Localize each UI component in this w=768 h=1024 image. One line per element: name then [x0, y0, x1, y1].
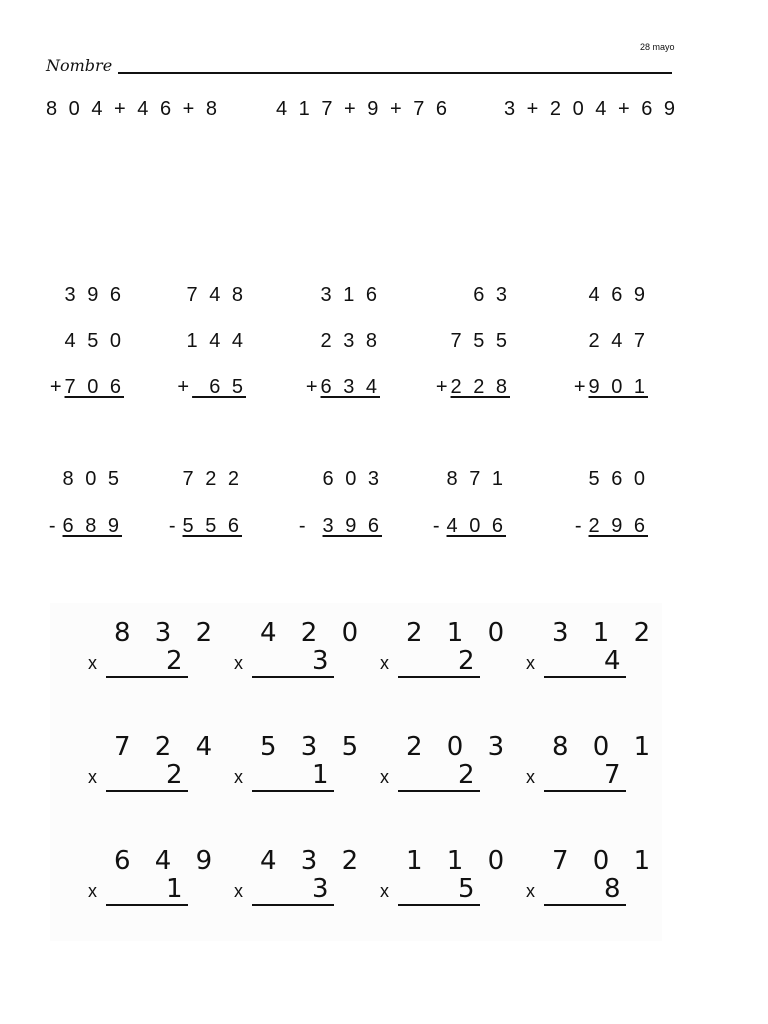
subtraction-1-top: 8 0 5: [62, 468, 122, 490]
multiplication-3-4-top: 7 0 1: [552, 846, 659, 876]
addition-2-middle: 1 4 4: [186, 330, 246, 352]
horizontal-sum-2: 4 1 7 + 9 + 7 6: [276, 98, 450, 120]
addition-3-middle: 2 3 8: [320, 330, 380, 352]
multiplier-digit: 4: [604, 646, 621, 676]
times-sign: x: [88, 767, 97, 787]
times-sign: x: [234, 767, 243, 787]
subtrahend-underlined: 5 5 6: [182, 515, 242, 537]
addition-4-middle: 7 5 5: [450, 330, 510, 352]
times-sign: x: [234, 653, 243, 673]
multiplication-1-2-top: 4 2 0: [260, 618, 367, 648]
multiplier-digit: 1: [312, 760, 329, 790]
times-sign: x: [526, 653, 535, 673]
multiplication-1-3-top: 2 1 0: [406, 618, 513, 648]
multiplication-2-3-top: 2 0 3: [406, 732, 513, 762]
addition-5-top: 4 6 9: [588, 284, 648, 306]
answer-line[interactable]: [252, 904, 334, 906]
subtraction-4-top: 8 7 1: [446, 468, 506, 490]
multiplier-digit: 7: [604, 760, 621, 790]
addend-underlined: 7 0 6: [64, 376, 124, 398]
answer-line[interactable]: [544, 676, 626, 678]
minus-sign: -: [48, 515, 59, 537]
answer-line[interactable]: [252, 790, 334, 792]
answer-line[interactable]: [106, 904, 188, 906]
times-sign: x: [88, 881, 97, 901]
multiplier-digit: 2: [458, 760, 475, 790]
subtraction-5-top: 5 6 0: [588, 468, 648, 490]
answer-line[interactable]: [544, 904, 626, 906]
addition-1-top: 3 9 6: [64, 284, 124, 306]
multiplication-2-2-top: 5 3 5: [260, 732, 367, 762]
answer-line[interactable]: [106, 676, 188, 678]
multiplier-digit: 1: [166, 874, 183, 904]
addition-3-top: 3 1 6: [320, 284, 380, 306]
multiplication-1-1-top: 8 3 2: [114, 618, 221, 648]
subtraction-4-bottom: [366, 515, 506, 538]
subtrahend-underlined: 4 0 6: [446, 515, 506, 537]
addition-2-top: 7 4 8: [186, 284, 246, 306]
plus-sign: +: [177, 376, 193, 398]
addend-underlined: 6 3 4: [320, 376, 380, 398]
multiplication-panel: [50, 603, 662, 941]
answer-line[interactable]: [252, 676, 334, 678]
times-sign: x: [380, 881, 389, 901]
addend-underlined: 2 2 8: [450, 376, 510, 398]
addend-underlined: 6 5: [192, 376, 246, 398]
minus-sign: -: [432, 515, 443, 537]
multiplier-digit: 2: [166, 760, 183, 790]
multiplier-digit: 2: [458, 646, 475, 676]
multiplication-2-1-top: 7 2 4: [114, 732, 221, 762]
multiplication-3-1-top: 6 4 9: [114, 846, 221, 876]
times-sign: x: [526, 881, 535, 901]
addition-5-bottom: [548, 376, 648, 399]
addition-4-top: 6 3: [473, 284, 510, 306]
multiplication-2-4-top: 8 0 1: [552, 732, 659, 762]
addition-2-bottom: [146, 376, 246, 399]
multiplier-digit: 2: [166, 646, 183, 676]
plus-sign: +: [435, 376, 451, 398]
subtrahend-underlined: 3 9 6: [322, 515, 382, 537]
subtraction-2-bottom: [102, 515, 242, 538]
times-sign: x: [380, 767, 389, 787]
subtrahend-underlined: 6 8 9: [62, 515, 122, 537]
subtraction-2-top: 7 2 2: [182, 468, 242, 490]
addition-1-middle: 4 5 0: [64, 330, 124, 352]
subtrahend-underlined: 2 9 6: [588, 515, 648, 537]
plus-sign: +: [305, 376, 321, 398]
answer-line[interactable]: [544, 790, 626, 792]
addend-underlined: 9 0 1: [588, 376, 648, 398]
minus-sign: -: [298, 515, 309, 537]
multiplier-digit: 3: [312, 646, 329, 676]
plus-sign: +: [49, 376, 65, 398]
multiplier-digit: 3: [312, 874, 329, 904]
name-line[interactable]: [118, 72, 672, 74]
times-sign: x: [526, 767, 535, 787]
horizontal-sum-1: 8 0 4 + 4 6 + 8: [46, 98, 220, 120]
answer-line[interactable]: [398, 676, 480, 678]
minus-sign: -: [574, 515, 585, 537]
horizontal-sum-3: 3 + 2 0 4 + 6 9: [504, 98, 678, 120]
subtraction-3-bottom: [242, 515, 382, 538]
multiplier-digit: 5: [458, 874, 475, 904]
addition-1-bottom: [24, 376, 124, 399]
answer-line[interactable]: [106, 790, 188, 792]
answer-line[interactable]: [398, 790, 480, 792]
addition-3-bottom: [280, 376, 380, 399]
times-sign: x: [234, 881, 243, 901]
times-sign: x: [380, 653, 389, 673]
subtraction-3-top: 6 0 3: [322, 468, 382, 490]
multiplier-digit: 8: [604, 874, 621, 904]
minus-sign: -: [168, 515, 179, 537]
multiplication-1-4-top: 3 1 2: [552, 618, 659, 648]
name-label: Nombre: [46, 56, 113, 75]
addition-5-middle: 2 4 7: [588, 330, 648, 352]
answer-line[interactable]: [398, 904, 480, 906]
subtraction-5-bottom: [508, 515, 648, 538]
addition-4-bottom: [410, 376, 510, 399]
plus-sign: +: [573, 376, 589, 398]
times-sign: x: [88, 653, 97, 673]
multiplication-3-3-top: 1 1 0: [406, 846, 513, 876]
multiplication-3-2-top: 4 3 2: [260, 846, 367, 876]
date-label: 28 mayo: [640, 42, 675, 52]
